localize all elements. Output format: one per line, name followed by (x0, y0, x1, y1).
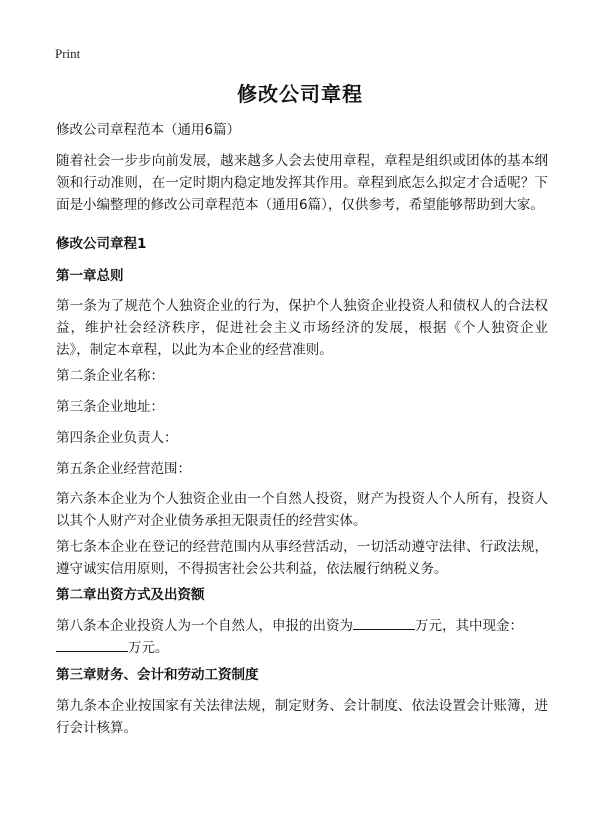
article-1: 第一条为了规范个人独资企业的行为，保护个人独资企业投资人和债权人的合法权益，维护社会经济秩序，促进社会主义市场经济的发展，根据《个人独资企业法》，制定本章程，以此为本企业的经营准则。 (56, 298, 548, 358)
chapter-heading-3: 第三章财务、会计和劳动工资制度 (56, 667, 259, 683)
article-3: 第三条企业地址： (56, 399, 164, 415)
intro-paragraph: 随着社会一步步向前发展，越来越多人会去使用章程，章程是组织或团体的基本纲领和行动准则，在一定时期内稳定地发挥其作用。章程到底怎么拟定才合适呢？下面是小编整理的修改公司章程范本（通用6篇），仅供参考，希望能够帮助到大家。 (56, 153, 548, 213)
article-8 (56, 615, 548, 659)
article-8-text-c: 万元。 (128, 640, 169, 656)
article-8-text-a: 第八条本企业投资人为一个自然人，申报的出资为 (56, 618, 353, 634)
page-title: 修改公司章程 (237, 82, 363, 106)
chapter-heading-1: 第一章总则 (56, 268, 124, 284)
amount-blank-cash[interactable] (56, 637, 128, 652)
article-2: 第二条企业名称： (56, 368, 164, 384)
article-4: 第四条企业负责人： (56, 430, 178, 446)
print-link[interactable]: Print (55, 46, 81, 61)
document-subtitle: 修改公司章程范本（通用6篇） (56, 122, 241, 138)
article-7: 第七条本企业在登记的经营范围内从事经营活动，一切活动遵守法律、行政法规，遵守诚实信用原则，不得损害社会公共利益，依法履行纳税义务。 (56, 539, 548, 577)
article-5: 第五条企业经营范围： (56, 461, 191, 477)
article-9: 第九条本企业按国家有关法律法规，制定财务、会计制度、依法设置会计账簿，进行会计核算。 (56, 698, 548, 736)
article-8-text-b: 万元，其中现金： (415, 618, 523, 634)
section-heading: 修改公司章程1 (56, 236, 147, 252)
chapter-heading-2: 第二章出资方式及出资额 (56, 587, 205, 603)
amount-blank-total[interactable] (353, 615, 415, 630)
article-6: 第六条本企业为个人独资企业由一个自然人投资，财产为投资人个人所有，投资人以其个人财产对企业债务承担无限责任的经营实体。 (56, 491, 548, 529)
